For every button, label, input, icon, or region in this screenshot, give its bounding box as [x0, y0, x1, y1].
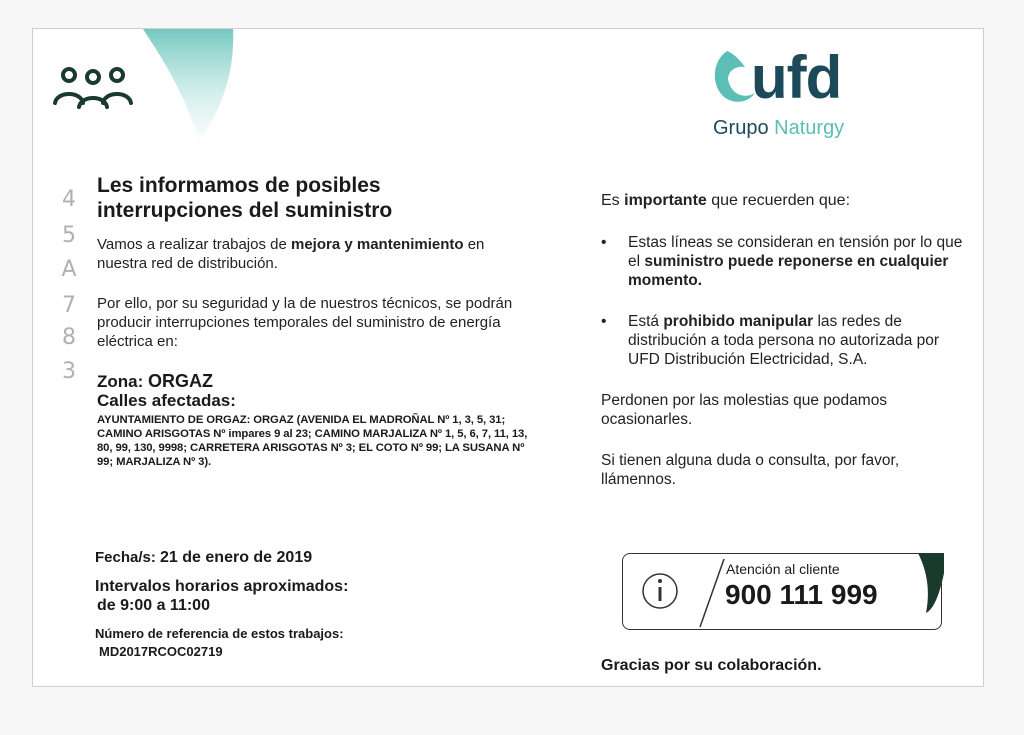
affected-streets-list: AYUNTAMIENTO DE ORGAZ: ORGAZ (AVENIDA EL MADROÑAL Nº 1, 3, 5, 31; CAMINO ARISGOTAS Nº impares 9 al 23; CAMINO MARJALIZA Nº 1, 5, 6, 7, 11, 13, 80, 99, 130, 9998; CARRETERA ARISGOTAS Nº 3; EL COTO Nº 99; LA SUSANA Nº 99; MARJALIZA Nº 3).: [97, 414, 528, 468]
side-number: 7: [62, 293, 76, 318]
notice-title: Les informamos de posibles interrupciones del suministro: [97, 174, 393, 222]
side-number: 4: [62, 187, 76, 212]
date-value: 21 de enero de 2019: [160, 549, 313, 566]
side-number: A: [61, 257, 77, 282]
people-icon: [53, 65, 133, 109]
warning-item: • Estas líneas se consideran en tensión por lo que el suministro puede reponerse en cualquier momento.: [601, 233, 971, 290]
intro-paragraph-2: Por ello, por su seguridad y la de nuestros técnicos, se podrán producir interrupciones temporales del suministro de energía eléctrica en:: [97, 295, 513, 350]
reference-number: [95, 625, 344, 661]
side-number: 3: [62, 359, 76, 384]
brand-group: Grupo Naturgy: [713, 117, 845, 139]
date-line: Fecha/s: 21 de enero de 2019: [95, 549, 313, 566]
affected-streets-label: Calles afectadas:: [97, 391, 236, 410]
apology-text: Perdonen por las molestias que podamos ocasionarles.: [601, 392, 888, 428]
contact-prompt: Si tienen alguna duda o consulta, por favor, llámennos.: [601, 452, 900, 488]
ufd-logo-icon: [705, 47, 757, 109]
customer-service-label: Atención al cliente: [726, 561, 840, 577]
time-interval: [95, 577, 348, 615]
warning-item: • Está prohibido manipular las redes de distribución a toda persona no autorizada por UFD Distribución Electricidad, S.A.: [601, 312, 971, 369]
zone-line: Zona: ORGAZ: [97, 371, 213, 391]
brand-logo-text: ufd: [751, 44, 842, 111]
notice-card: [32, 28, 984, 687]
time-interval-label: Intervalos horarios aproximados:: [95, 578, 349, 595]
customer-service-phone[interactable]: 900 111 999: [725, 579, 878, 610]
side-number: 5: [62, 223, 76, 248]
reference-label: Número de referencia de estos trabajos:: [95, 626, 344, 641]
time-interval-value: de 9:00 a 11:00: [97, 597, 210, 614]
thanks-message: Gracias por su colaboración.: [601, 657, 822, 674]
intro-paragraph-1: Vamos a realizar trabajos de mejora y mantenimiento en nuestra red de distribución.: [97, 236, 485, 272]
important-heading: Es importante que recuerden que:: [601, 192, 851, 209]
reference-value: MD2017RCOC02719: [99, 644, 223, 659]
warning-list: [601, 233, 971, 290]
side-number: 8: [62, 325, 76, 350]
zone-value: ORGAZ: [148, 371, 213, 391]
warning-list: [601, 312, 971, 369]
decorative-wedge: [143, 29, 243, 141]
